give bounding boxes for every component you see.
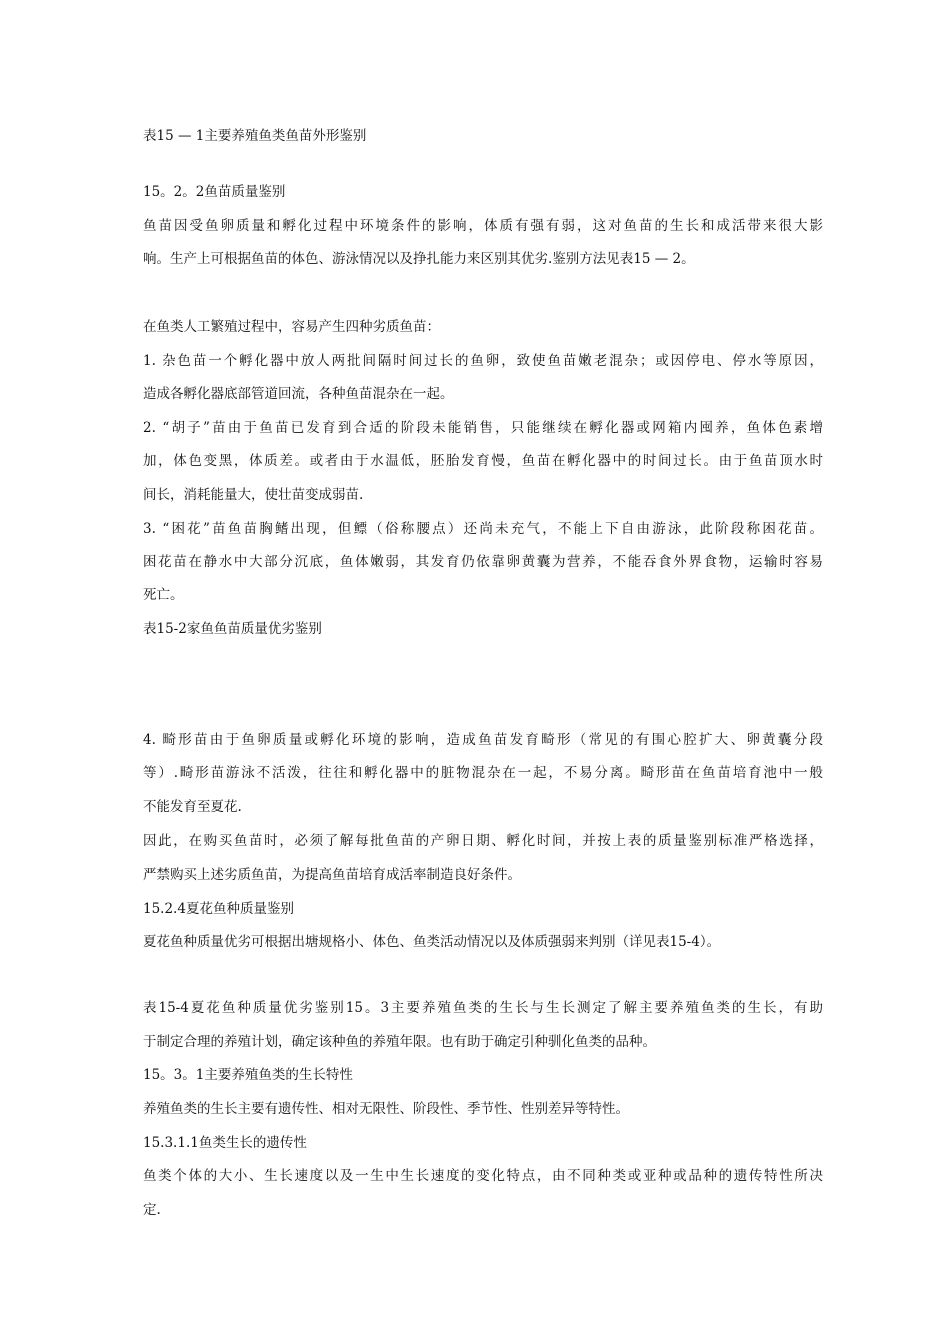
section-15-2-2-heading: 15。2。2鱼苗质量鉴别: [143, 184, 286, 200]
list-item-3-line-2: 困花苗在静水中大部分沉底，鱼体嫩弱，其发育仍依靠卵黄囊为营养，不能吞食外界食物，运输时容易: [143, 554, 823, 570]
conclusion-line-1: 因此，在购买鱼苗时，必须了解每批鱼苗的产卵日期、孵化时间，并按上表的质量鉴别标准严格选择，: [143, 833, 823, 849]
list-item-3-line-3: 死亡。: [143, 587, 184, 603]
section-15-3-1-1-para-line-1: 鱼类个体的大小、生长速度以及一生中生长速度的变化特点，由不同种类或亚种或品种的遗传特性所决: [143, 1168, 823, 1184]
section-15-2-2-para-line-1: 鱼苗因受鱼卵质量和孵化过程中环境条件的影响，体质有强有弱，这对鱼苗的生长和成活带来很大影: [143, 218, 823, 234]
section-15-2-4-heading: 15.2.4夏花鱼种质量鉴别: [143, 901, 294, 917]
list-item-2-line-1: 2. “胡子”苗由于鱼苗已发育到合适的阶段未能销售，只能继续在孵化器或网箱内囤养，鱼体色素增: [143, 420, 823, 436]
section-15-3-1-1-para-line-2: 定.: [143, 1202, 161, 1218]
list-item-1-line-1: 1. 杂色苗一个孵化器中放人两批间隔时间过长的鱼卵，致使鱼苗嫩老混杂；或因停电、停水等原因，: [143, 353, 823, 369]
section-15-3-1-para: 养殖鱼类的生长主要有遗传性、相对无限性、阶段性、季节性、性别差异等特性。: [143, 1101, 629, 1117]
section-15-2-4-para: 夏花鱼种质量优劣可根据出塘规格小、体色、鱼类活动情况以及体质强弱来判别（详见表15-4）。: [143, 934, 721, 950]
section-15-2-2-para-line-2: 响。生产上可根据鱼苗的体色、游泳情况以及挣扎能力来区别其优劣.鉴别方法见表15 — 2。: [143, 251, 695, 267]
list-item-2-line-3: 间长，消耗能量大，使壮苗变成弱苗.: [143, 487, 364, 503]
section-15-3-1-1-heading: 15.3.1.1鱼类生长的遗传性: [143, 1135, 307, 1151]
list-item-3-line-1: 3. “困花”苗鱼苗胸鳍出现，但鳔（俗称腰点）还尚未充气，不能上下自由游泳，此阶段称困花苗。: [143, 521, 823, 537]
list-item-2-line-2: 加，体色变黑，体质差。或者由于水温低，胚胎发育慢，鱼苗在孵化器中的时间过长。由于鱼苗顶水时: [143, 453, 823, 469]
inferior-fry-intro: 在鱼类人工繁殖过程中，容易产生四种劣质鱼苗：: [143, 319, 440, 335]
list-item-4-line-2: 等）.畸形苗游泳不活泼，往往和孵化器中的脏物混杂在一起，不易分离。畸形苗在鱼苗培育池中一般: [143, 765, 823, 781]
list-item-1-line-2: 造成各孵化器底部管道回流，各种鱼苗混杂在一起。: [143, 386, 454, 402]
table-15-1-caption: 表15 — 1主要养殖鱼类鱼苗外形鉴别: [143, 128, 367, 144]
section-15-3-line-2: 于制定合理的养殖计划，确定该种鱼的养殖年限。也有助于确定引种驯化鱼类的品种。: [143, 1034, 656, 1050]
section-15-3-line-1: 表15-4夏花鱼种质量优劣鉴别15。3主要养殖鱼类的生长与生长测定了解主要养殖鱼类的生长，有助: [143, 1000, 823, 1016]
table-15-2-caption: 表15-2家鱼鱼苗质量优劣鉴别: [143, 621, 322, 637]
list-item-4-line-1: 4. 畸形苗由于鱼卵质量或孵化环境的影响，造成鱼苗发育畸形（常见的有围心腔扩大、卵黄囊分段: [143, 732, 823, 748]
list-item-4-line-3: 不能发育至夏花.: [143, 799, 242, 815]
section-15-3-1-heading: 15。3。1主要养殖鱼类的生长特性: [143, 1067, 353, 1083]
conclusion-line-2: 严禁购买上述劣质鱼苗，为提高鱼苗培育成活率制造良好条件。: [143, 867, 521, 883]
